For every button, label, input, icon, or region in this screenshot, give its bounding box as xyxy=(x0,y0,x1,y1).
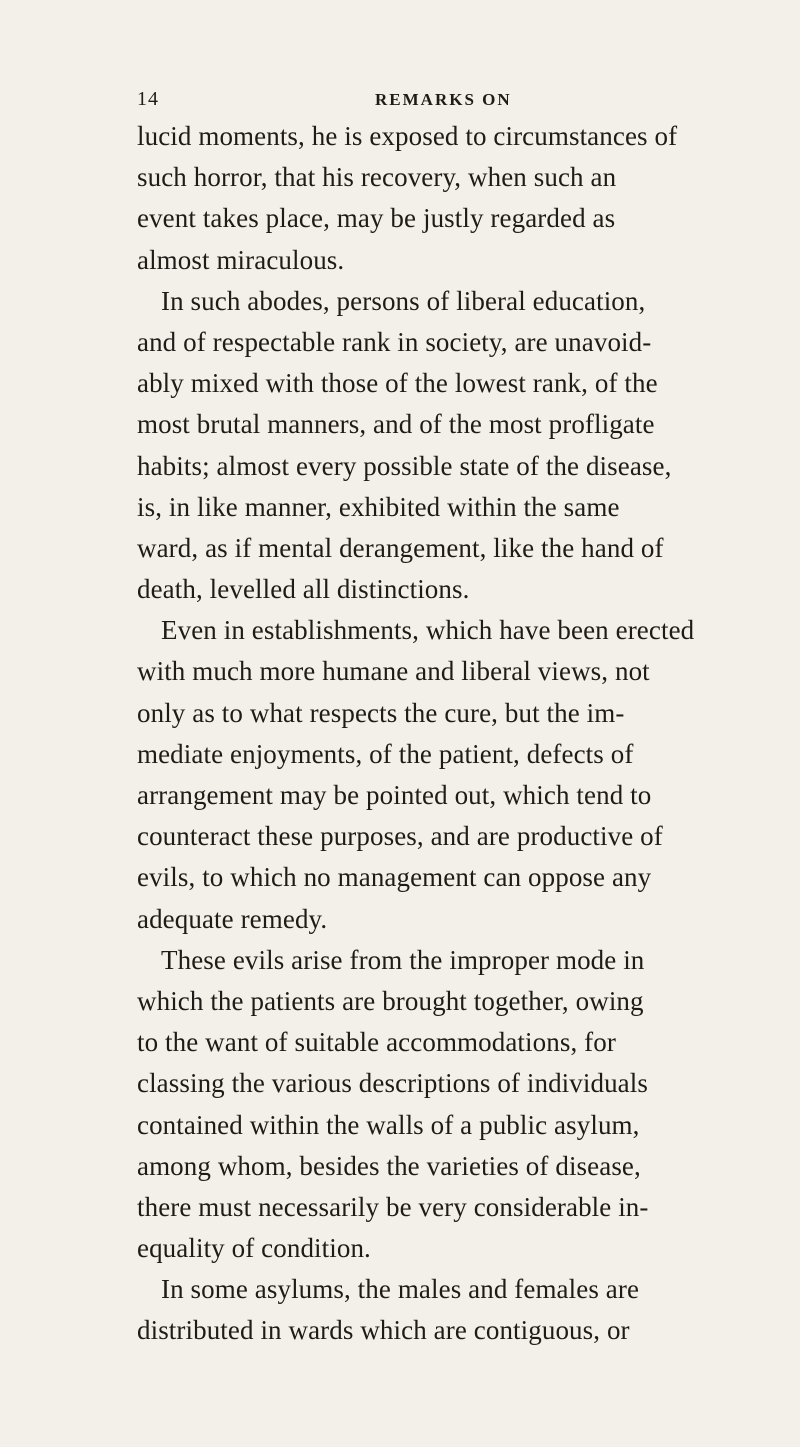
text-line: ward, as if mental derangement, like the hand of xyxy=(137,532,664,563)
text-line: such horror, that his recovery, when such an xyxy=(137,162,617,193)
text-line: among whom, besides the varieties of disease, xyxy=(137,1150,641,1181)
text-line: classing the various descriptions of individuals xyxy=(137,1068,648,1099)
text-line: is, in like manner, exhibited within the same xyxy=(137,491,620,522)
text-line: counteract these purposes, and are productive of xyxy=(137,821,663,852)
text-line: most brutal manners, and of the most profligate xyxy=(137,409,655,440)
text-line: arrangement may be pointed out, which tend to xyxy=(137,780,652,810)
text-line: distributed in wards which are contiguous, or xyxy=(137,1315,630,1346)
text-line: evils, to which no management can oppose any xyxy=(137,862,652,893)
text-line: there must necessarily be very considerable in- xyxy=(137,1191,649,1222)
paragraph-start-line: Even in establishments, which have been erected xyxy=(161,615,695,646)
paragraph-start-line: These evils arise from the improper mode in xyxy=(161,944,645,975)
body-text xyxy=(137,116,747,1352)
text-line: mediate enjoyments, of the patient, defects of xyxy=(137,738,634,769)
text-line: lucid moments, he is exposed to circumstances of xyxy=(137,121,678,151)
text-line: death, levelled all distinctions. xyxy=(137,574,470,605)
text-line: event takes place, may be justly regarded as xyxy=(137,203,616,234)
text-line: to the want of suitable accommodations, for xyxy=(137,1027,616,1058)
text-line: which the patients are brought together, owing xyxy=(137,985,644,1016)
text-line: almost miraculous. xyxy=(137,244,345,275)
text-line: adequate remedy. xyxy=(137,903,328,934)
text-line: equality of condition. xyxy=(137,1233,371,1264)
page-number: 14 xyxy=(137,88,159,110)
text-line: only as to what respects the cure, but the im- xyxy=(137,697,625,728)
text-line: habits; almost every possible state of the disease, xyxy=(137,450,672,481)
paragraph-start-line: In some asylums, the males and females are xyxy=(161,1274,640,1305)
text-line: contained within the walls of a public asylum, xyxy=(137,1109,640,1140)
text-line: ably mixed with those of the lowest rank, of the xyxy=(137,368,658,399)
text-line: and of respectable rank in society, are unavoid- xyxy=(137,326,652,357)
paragraph-start-line: In such abodes, persons of liberal education, xyxy=(161,285,646,316)
page-header xyxy=(137,88,737,116)
running-head: REMARKS ON xyxy=(375,90,512,109)
text-line: with much more humane and liberal views, not xyxy=(137,656,650,687)
